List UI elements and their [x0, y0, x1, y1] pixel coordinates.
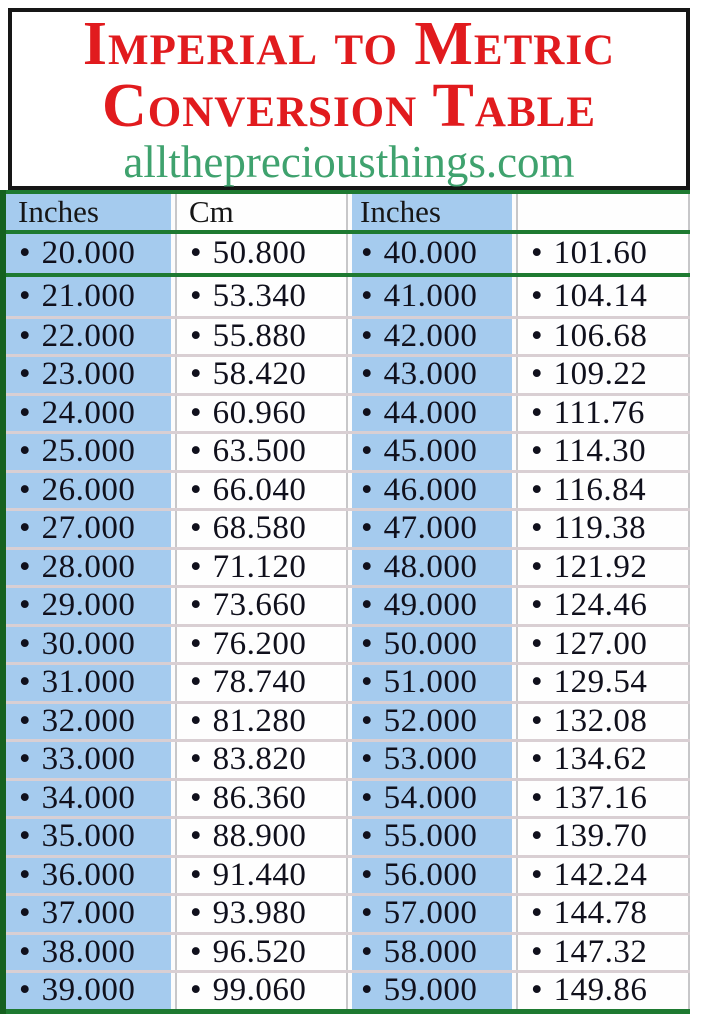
table-row: [6, 585, 690, 624]
cell-value: 109.22: [553, 357, 648, 393]
bullet-icon: •: [190, 626, 202, 662]
bullet-icon: •: [19, 626, 31, 662]
table-row: [6, 234, 690, 273]
table-cell: [518, 935, 690, 971]
table-cell: [177, 396, 348, 432]
table-cell: [518, 627, 690, 663]
bullet-icon: •: [190, 235, 202, 271]
table-row: [6, 393, 690, 432]
table-cell: [177, 473, 348, 509]
bullet-icon: •: [531, 434, 543, 470]
cell-value: 114.30: [553, 434, 647, 470]
cell-value: 91.440: [212, 857, 307, 893]
cell-value: 38.000: [41, 934, 136, 970]
bullet-icon: •: [361, 588, 373, 624]
cell-value: 44.000: [383, 395, 478, 431]
table-cell: [6, 319, 177, 355]
bullet-icon: •: [190, 511, 202, 547]
bullet-icon: •: [361, 703, 373, 739]
table-cell: [348, 434, 518, 470]
table-cell: [348, 234, 518, 273]
cell-value: 111.76: [553, 395, 645, 431]
cell-value: 50.000: [383, 626, 478, 662]
cell-value: 116.84: [553, 472, 647, 508]
cell-value: 49.000: [383, 588, 478, 624]
cell-value: 40.000: [383, 235, 478, 271]
table-cell: [6, 665, 177, 701]
cell-value: 22.000: [41, 318, 136, 354]
table-row: [6, 431, 690, 470]
bullet-icon: •: [531, 277, 543, 314]
cell-value: 119.38: [553, 511, 647, 547]
cell-value: 29.000: [41, 588, 136, 624]
table-cell: [348, 473, 518, 509]
cell-value: 88.900: [212, 819, 307, 855]
table-cell: [348, 742, 518, 778]
table-cell: [6, 473, 177, 509]
bullet-icon: •: [531, 703, 543, 739]
table-cell: [518, 819, 690, 855]
bullet-icon: •: [531, 472, 543, 508]
bullet-icon: •: [190, 934, 202, 970]
table-cell: [518, 234, 690, 273]
bullet-icon: •: [190, 780, 202, 816]
cell-value: 76.200: [212, 626, 307, 662]
table-row: [6, 893, 690, 932]
cell-value: 20.000: [41, 235, 136, 271]
cell-value: 52.000: [383, 703, 478, 739]
table-row: [6, 739, 690, 778]
cell-value: 60.960: [212, 395, 307, 431]
bullet-icon: •: [531, 395, 543, 431]
bullet-icon: •: [361, 434, 373, 470]
cell-value: 45.000: [383, 434, 478, 470]
table-cell: [6, 935, 177, 971]
table-cell: [6, 511, 177, 547]
table-cell: [518, 511, 690, 547]
bullet-icon: •: [190, 665, 202, 701]
cell-value: 104.14: [553, 277, 648, 314]
table-cell: [6, 357, 177, 393]
cell-value: 78.740: [212, 665, 307, 701]
cell-value: 101.60: [553, 235, 648, 271]
bullet-icon: •: [19, 588, 31, 624]
bullet-icon: •: [531, 357, 543, 393]
cell-value: 54.000: [383, 780, 478, 816]
cell-value: 144.78: [553, 896, 648, 932]
bullet-icon: •: [531, 626, 543, 662]
table-cell: [348, 704, 518, 740]
table-cell: [177, 781, 348, 817]
table-cell: [6, 434, 177, 470]
table-cell: [6, 234, 177, 273]
table-cell: [177, 742, 348, 778]
bullet-icon: •: [19, 318, 31, 354]
bullet-icon: •: [19, 896, 31, 932]
cell-value: 25.000: [41, 434, 136, 470]
cell-value: 73.660: [212, 588, 307, 624]
table-cell: [348, 858, 518, 894]
bullet-icon: •: [19, 934, 31, 970]
bullet-icon: •: [531, 857, 543, 893]
bullet-icon: •: [19, 357, 31, 393]
cell-value: 96.520: [212, 934, 307, 970]
table-row: [6, 778, 690, 817]
table-cell: [348, 357, 518, 393]
bullet-icon: •: [531, 235, 543, 271]
bullet-icon: •: [361, 819, 373, 855]
bullet-icon: •: [190, 973, 202, 1009]
table-cell: [177, 434, 348, 470]
cell-value: 81.280: [212, 703, 307, 739]
bullet-icon: •: [19, 277, 31, 314]
bullet-icon: •: [190, 395, 202, 431]
table-cell: [348, 781, 518, 817]
table-cell: [518, 357, 690, 393]
bullet-icon: •: [19, 819, 31, 855]
table-cell: [6, 973, 177, 1009]
cell-value: 93.980: [212, 896, 307, 932]
bullet-icon: •: [531, 511, 543, 547]
table-cell: [6, 781, 177, 817]
table-cell: [518, 896, 690, 932]
table-cell: [518, 550, 690, 586]
table-cell: [348, 277, 518, 316]
bullet-icon: •: [531, 549, 543, 585]
bullet-icon: •: [361, 896, 373, 932]
table-cell: [518, 781, 690, 817]
cell-value: 66.040: [212, 472, 307, 508]
cell-value: 53.000: [383, 742, 478, 778]
cell-value: 41.000: [383, 277, 478, 314]
cell-value: 149.86: [553, 973, 648, 1009]
table-cell: [348, 511, 518, 547]
table-cell: [177, 588, 348, 624]
table-row: [6, 277, 690, 316]
table-cell: [177, 665, 348, 701]
table-cell: [348, 319, 518, 355]
bullet-icon: •: [190, 434, 202, 470]
table-row: [6, 816, 690, 855]
table-row: [6, 624, 690, 663]
cell-value: 58.420: [212, 357, 307, 393]
cell-value: 26.000: [41, 472, 136, 508]
table-header-row: [6, 194, 690, 230]
table-cell: [518, 473, 690, 509]
cell-value: 71.120: [212, 549, 307, 585]
conversion-table: [0, 190, 690, 1014]
bullet-icon: •: [531, 819, 543, 855]
cell-value: 124.46: [553, 588, 648, 624]
bullet-icon: •: [19, 395, 31, 431]
cell-value: 142.24: [553, 857, 648, 893]
table-cell: [518, 588, 690, 624]
cell-value: 51.000: [383, 665, 478, 701]
table-bottom-divider: [6, 1009, 690, 1014]
table-cell: [518, 434, 690, 470]
table-cell: [177, 704, 348, 740]
bullet-icon: •: [190, 588, 202, 624]
cell-value: 48.000: [383, 549, 478, 585]
cell-value: 53.340: [212, 277, 307, 314]
bullet-icon: •: [190, 742, 202, 778]
table-cell: [177, 319, 348, 355]
cell-value: 50.800: [212, 235, 307, 271]
cell-value: 86.360: [212, 780, 307, 816]
table-cell: [348, 819, 518, 855]
bullet-icon: •: [190, 549, 202, 585]
table-cell: [6, 896, 177, 932]
bullet-icon: •: [19, 511, 31, 547]
table-cell: [348, 588, 518, 624]
bullet-icon: •: [19, 742, 31, 778]
bullet-icon: •: [19, 549, 31, 585]
bullet-icon: •: [531, 665, 543, 701]
table-row: [6, 662, 690, 701]
table-cell: [177, 277, 348, 316]
cell-value: 35.000: [41, 819, 136, 855]
cell-value: 32.000: [41, 703, 136, 739]
bullet-icon: •: [19, 235, 31, 271]
cell-value: 36.000: [41, 857, 136, 893]
cell-value: 23.000: [41, 357, 136, 393]
bullet-icon: •: [361, 973, 373, 1009]
table-row: [6, 316, 690, 355]
bullet-icon: •: [361, 318, 373, 354]
bullet-icon: •: [190, 819, 202, 855]
table-cell: [518, 277, 690, 316]
column-header-inches-2: Inches: [348, 194, 518, 230]
cell-value: 58.000: [383, 934, 478, 970]
table-cell: [518, 319, 690, 355]
bullet-icon: •: [531, 588, 543, 624]
table-row: [6, 354, 690, 393]
table-cell: [348, 935, 518, 971]
bullet-icon: •: [19, 857, 31, 893]
page-title-line2: Conversion Table: [101, 71, 597, 140]
table-cell: [177, 627, 348, 663]
table-cell: [6, 588, 177, 624]
cell-value: 42.000: [383, 318, 478, 354]
bullet-icon: •: [531, 742, 543, 778]
bullet-icon: •: [190, 703, 202, 739]
bullet-icon: •: [361, 277, 373, 314]
table-cell: [177, 234, 348, 273]
table-cell: [518, 742, 690, 778]
cell-value: 134.62: [553, 742, 648, 778]
conversion-table-inner: [6, 190, 690, 1014]
bullet-icon: •: [361, 665, 373, 701]
table-row: [6, 855, 690, 894]
cell-value: 147.32: [553, 934, 648, 970]
bullet-icon: •: [190, 472, 202, 508]
table-row: [6, 508, 690, 547]
cell-value: 31.000: [41, 665, 136, 701]
table-cell: [518, 665, 690, 701]
cell-value: 68.580: [212, 511, 307, 547]
table-cell: [177, 511, 348, 547]
table-cell: [6, 858, 177, 894]
bullet-icon: •: [361, 511, 373, 547]
cell-value: 47.000: [383, 511, 478, 547]
bullet-icon: •: [19, 780, 31, 816]
cell-value: 27.000: [41, 511, 136, 547]
cell-value: 99.060: [212, 973, 307, 1009]
table-cell: [518, 973, 690, 1009]
bullet-icon: •: [531, 934, 543, 970]
cell-value: 121.92: [553, 549, 648, 585]
cell-value: 34.000: [41, 780, 136, 816]
cell-value: 57.000: [383, 896, 478, 932]
table-row: [6, 470, 690, 509]
table-cell: [177, 550, 348, 586]
bullet-icon: •: [531, 780, 543, 816]
cell-value: 132.08: [553, 703, 648, 739]
cell-value: 127.00: [553, 626, 648, 662]
cell-value: 55.880: [212, 318, 307, 354]
bullet-icon: •: [531, 318, 543, 354]
bullet-icon: •: [19, 434, 31, 470]
cell-value: 21.000: [41, 277, 136, 314]
cell-value: 46.000: [383, 472, 478, 508]
table-cell: [348, 627, 518, 663]
table-row: [6, 547, 690, 586]
cell-value: 37.000: [41, 896, 136, 932]
header-box: [8, 8, 690, 190]
table-cell: [177, 819, 348, 855]
table-cell: [177, 935, 348, 971]
table-cell: [177, 357, 348, 393]
cell-value: 137.16: [553, 780, 648, 816]
cell-value: 139.70: [553, 819, 648, 855]
table-cell: [6, 550, 177, 586]
table-cell: [6, 396, 177, 432]
bullet-icon: •: [361, 857, 373, 893]
table-cell: [348, 665, 518, 701]
table-cell: [6, 742, 177, 778]
table-row: [6, 701, 690, 740]
bullet-icon: •: [361, 742, 373, 778]
table-cell: [518, 396, 690, 432]
bullet-icon: •: [531, 973, 543, 1009]
bullet-icon: •: [190, 318, 202, 354]
table-cell: [177, 858, 348, 894]
table-cell: [348, 396, 518, 432]
table-row: [6, 932, 690, 971]
table-cell: [348, 896, 518, 932]
table-cell: [6, 704, 177, 740]
bullet-icon: •: [19, 703, 31, 739]
bullet-icon: •: [531, 896, 543, 932]
website-url: allthepreciousthings.com: [123, 136, 575, 187]
bullet-icon: •: [361, 235, 373, 271]
cell-value: 63.500: [212, 434, 307, 470]
bullet-icon: •: [361, 934, 373, 970]
table-cell: [6, 627, 177, 663]
table-cell: [518, 704, 690, 740]
table-cell: [348, 973, 518, 1009]
bullet-icon: •: [19, 472, 31, 508]
bullet-icon: •: [361, 780, 373, 816]
table-cell: [177, 973, 348, 1009]
cell-value: 24.000: [41, 395, 136, 431]
cell-value: 55.000: [383, 819, 478, 855]
table-cell: [6, 819, 177, 855]
cell-value: 39.000: [41, 973, 136, 1009]
bullet-icon: •: [19, 973, 31, 1009]
cell-value: 43.000: [383, 357, 478, 393]
bullet-icon: •: [361, 549, 373, 585]
column-header-cm-1: Cm: [177, 194, 348, 230]
bullet-icon: •: [190, 357, 202, 393]
cell-value: 56.000: [383, 857, 478, 893]
bullet-icon: •: [361, 472, 373, 508]
table-body: [6, 234, 690, 1009]
bullet-icon: •: [190, 277, 202, 314]
bullet-icon: •: [361, 357, 373, 393]
cell-value: 28.000: [41, 549, 136, 585]
table-cell: [6, 277, 177, 316]
cell-value: 33.000: [41, 742, 136, 778]
table-cell: [348, 550, 518, 586]
bullet-icon: •: [361, 626, 373, 662]
column-header-cm-2: [518, 194, 690, 230]
column-header-inches-1: Inches: [6, 194, 177, 230]
bullet-icon: •: [361, 395, 373, 431]
table-cell: [518, 858, 690, 894]
cell-value: 59.000: [383, 973, 478, 1009]
cell-value: 30.000: [41, 626, 136, 662]
page-title-line1: Imperial to Metric: [82, 9, 616, 78]
cell-value: 83.820: [212, 742, 307, 778]
table-row: [6, 970, 690, 1009]
cell-value: 129.54: [553, 665, 648, 701]
cell-value: 106.68: [553, 318, 648, 354]
table-cell: [177, 896, 348, 932]
bullet-icon: •: [190, 857, 202, 893]
bullet-icon: •: [190, 896, 202, 932]
bullet-icon: •: [19, 665, 31, 701]
